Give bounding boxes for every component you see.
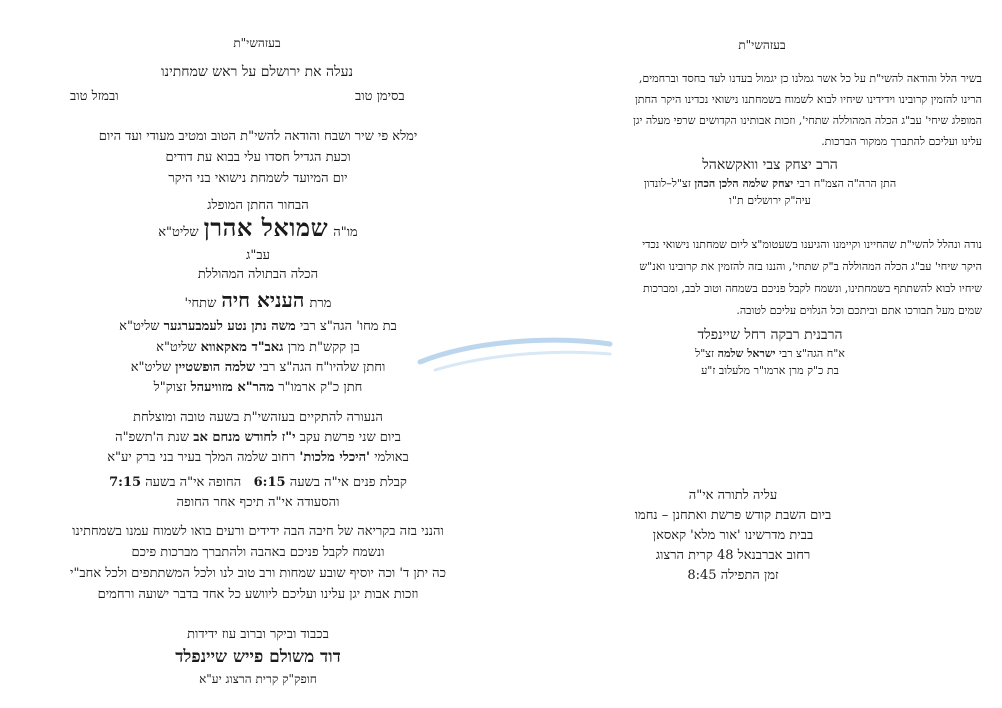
par1-line-4: עלינו ועליכם להתברך ממקור הברכות. <box>821 135 982 148</box>
bride-prefix: מרת <box>309 296 332 311</box>
wedding-line-1: הנעורה להתקיים בעזהשי"ת בשעה טובה ומוצלחת <box>133 410 383 425</box>
aufruf-title: עליה לתורה אי"ה <box>688 488 778 503</box>
rebbetzin-name: הרבנית רבקה רחל שיינפלד <box>697 327 843 343</box>
aufruf-line-4: זמן התפילה 8:45 <box>687 568 779 583</box>
aufruf-line-1: ביום השבת קודש פרשת ואתחנן – נחמו <box>634 508 832 523</box>
thanks-line-3: יום המיועד לשמחת נישואי בני היקר <box>168 171 348 186</box>
bride-suffix: שתחי' <box>184 296 217 311</box>
rabbi1-city: עיה"ק ירושלים ת"ו <box>729 194 811 207</box>
left-bh-header: בעזהשי"ת <box>233 36 281 50</box>
par2-line-3: שיחיו לבוא להשתתף בשמחתינו, ונשמח לקבל פניכם בשמחה וטוב לבב, ומברכות <box>642 282 982 295</box>
invite-line-3: כה יתן ד' וכה יוסיף שובע שמחות ורב טוב לנו ולכל המשתתפים ולכל אחב"י <box>70 566 446 581</box>
rebbetzin-line-2: בת כ"ק מרן ארמו"ר מלעלוב ז"ע <box>701 364 839 377</box>
rabbi1-line-1: התן הרה"ה הצמ"ח רבי יצחק שלמה הלכן הכהן זצ"ל–לונדון <box>643 177 897 190</box>
invite-line-2: ונשמח לקבל פניכם באהבה ולהתברך מברכות פיכם <box>131 545 385 560</box>
bride-name: העניא חיה <box>221 288 305 312</box>
seudah-line: והסעודה אי"ה תיכף אחר החופה <box>176 495 340 510</box>
wedding-line-3: באולמי 'היכלי מלכות' רחוב שלמה המלך בעיר בני ברק יע"א <box>107 450 409 465</box>
wedding-line-2: ביום שני פרשת עקב י"ז לחודש מנחם אב שנת ה'תשפ"ה <box>115 430 401 445</box>
verse: נעלה את ירושלם על ראש שמחתינו <box>160 64 354 80</box>
family-line-4: חתן כ"ק ארמו"ר מהר"א מזוויעהל זצוק"ל <box>153 380 363 395</box>
par2-line-1: נודה ונהלל להשי"ת שהחיינו וקיימנו והגיענו בשעטומ"צ ליום שמחתנו נישואי נכדי <box>642 238 982 251</box>
bride-line <box>185 288 332 313</box>
signer-city: חופק"ק קרית הרצוג יע"א <box>199 672 317 686</box>
bride-intro: הכלה הבתולה המהוללת <box>197 267 319 282</box>
par2-line-4: שמים מעל תבורכו אתם וביתכם וכל הנלוים עליכם לטובה. <box>736 304 982 317</box>
aufruf-line-2: בבית מדרשינו 'אור מלא' קאסאן <box>652 528 814 543</box>
par2-line-2: היקר שיחי' עב"ג הכלה המהוללה ב"ק שתחי', והננו בזה להזמין את קרובינו ואנ"ש <box>639 260 982 273</box>
mazal-tov: ובמזל טוב <box>70 89 119 104</box>
thanks-line-1: ימלא פי שיר ושבח והודאה להשי"ת הטוב ומטיב מעודי ועד היום <box>98 129 418 144</box>
groom-suffix: שליט"א <box>158 225 199 240</box>
family-line-3: וחתן שלהיו"ח הגה"צ רבי שלמה הופשטיין שליט"א <box>130 360 386 375</box>
invite-line-4: וזכות אבות יגן עלינו ועליכם ליוושע כל אחד בדבר ישועה ורחמים <box>97 587 419 602</box>
times-line: קבלת פנים אי"ה בשעה 6:15 החופה אי"ה בשעה 7:15 <box>109 475 407 490</box>
par1-line-3: המופלג שיחי' עב"ג הכלה המהוללה שתחי', וזכות אבותינו הקדושים שרפי מעלה יגן <box>633 114 982 127</box>
signer-name: דוד משולם פייש שיינפלד <box>175 647 341 667</box>
par1-line-2: הרינו להזמין קרובינו וידידינו שיחיו לבוא לשמוח בשמחתנו נישואי נכדינו היקר החתן <box>635 93 982 106</box>
groom-prefix: מו"ה <box>333 225 358 240</box>
rebbetzin-line-1: א"ח הגה"צ רבי ישראל שלמה זצ"ל <box>695 347 845 360</box>
invite-line-1: והנני בזה בקריאה של חיבה הבה ידידים ורעים בואו לשמוח עמנו בשמחתינו <box>72 524 444 539</box>
groom-line <box>158 213 358 243</box>
siman-tov: בסימן טוב <box>355 89 405 104</box>
aufruf-line-3: רחוב אברבנאל 48 קרית הרצוג <box>655 548 811 563</box>
thanks-line-2: וכעת הגדיל חסדו עלי בבוא עת דודים <box>165 150 351 165</box>
family-line-2: בן קקש"ת מרן גאב"ד מאקאווא שליט"א <box>156 340 360 355</box>
with-label: עב"ג <box>246 248 270 263</box>
decorative-swoosh <box>415 330 615 390</box>
groom-name: שמואל אהרן <box>203 213 329 242</box>
groom-intro: הבחור החתן המופלג <box>207 198 309 213</box>
right-bh-header: בעזהשי"ת <box>738 38 786 52</box>
family-line-1: בת מחו' הגה"צ רבי משה נתן נטע לעמבערגער שליט"א <box>119 319 397 334</box>
rabbi1-name: הרב יצחק צבי וואקשאהל <box>702 157 838 173</box>
signoff: בכבוד וביקר וברוב עוז ידידות <box>187 627 329 642</box>
par1-line-1: בשיר הלל והודאה להשי"ת על כל אשר גמלנו כן יגמול בעדנו לעד בחסד וברחמים, <box>638 72 982 85</box>
